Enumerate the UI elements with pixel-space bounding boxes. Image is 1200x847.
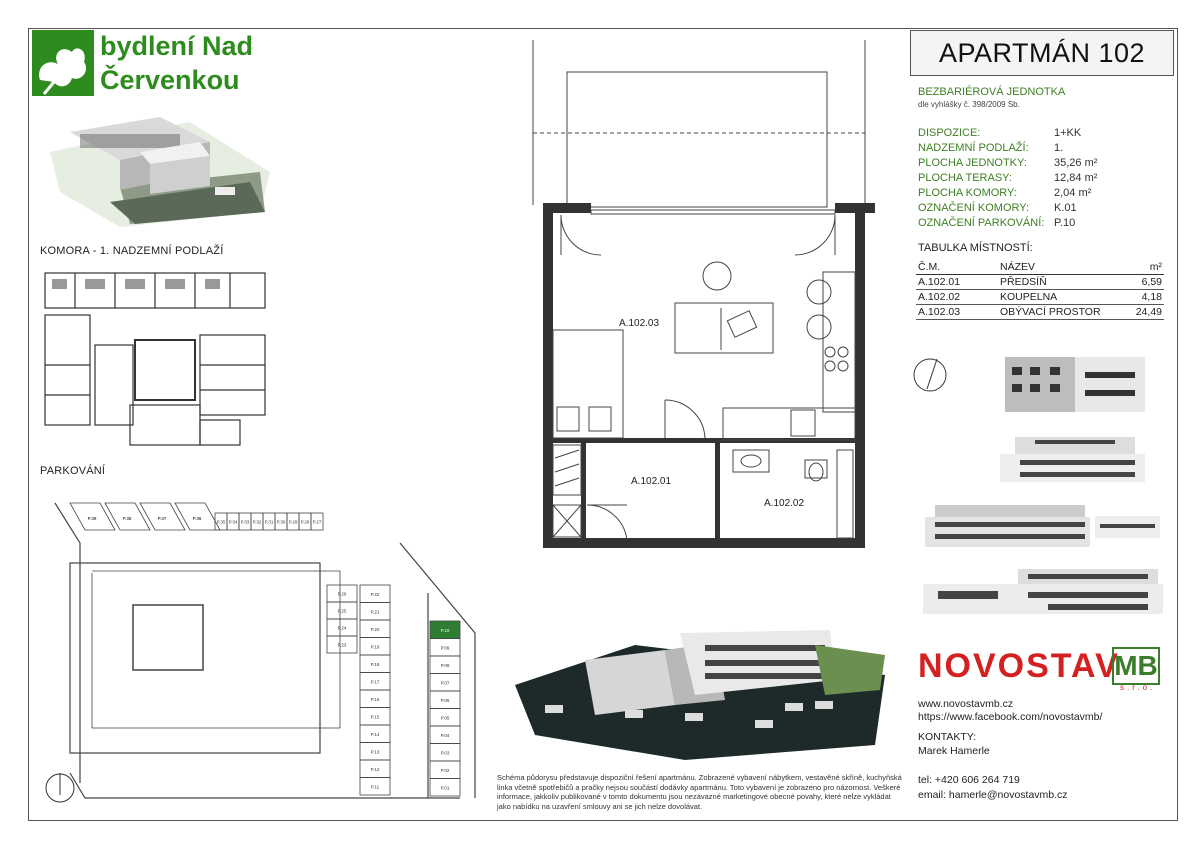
company-logo	[916, 645, 1166, 691]
parking-space-label: P.14	[370, 731, 380, 737]
parking-space-label: P.27	[312, 519, 322, 525]
parking-section-label: PARKOVÁNÍ	[40, 465, 106, 477]
parking-space-label: P.19	[370, 644, 380, 650]
parking-space-label: P.25	[337, 608, 347, 614]
parking-space-label: P.29	[288, 519, 298, 525]
specs-list	[918, 126, 1168, 231]
contact-phone[interactable]: tel: +420 606 264 719	[918, 774, 1020, 786]
spec-row: DISPOZICE: 1+KK	[918, 127, 1082, 139]
parking-space-label: P.26	[337, 591, 347, 597]
parking-space-label: P.01	[440, 785, 450, 791]
aerial-render-large	[515, 625, 895, 760]
parking-space-label: P.05	[440, 715, 450, 721]
parking-mid-column	[360, 585, 390, 795]
parking-left-column	[327, 585, 357, 653]
contact-person: Marek Hamerle	[918, 745, 990, 757]
spec-row: NADZEMNÍ PODLAŽÍ: 1.	[918, 142, 1064, 154]
brand-line-2: Červenkou	[100, 65, 240, 95]
parking-space-label: P.38	[122, 516, 132, 521]
aerial-render-small	[50, 112, 270, 227]
parking-space-label: P.04	[440, 732, 450, 738]
company-web-link[interactable]: www.novostavmb.cz	[918, 698, 1014, 710]
parking-space-label: P.33	[240, 519, 250, 525]
company-name: NOVOSTAV	[918, 647, 1120, 685]
parking-space-label: P.20	[370, 626, 380, 632]
parking-space-label: P.35	[216, 519, 226, 525]
room-label-a10201: A.102.01	[631, 476, 672, 487]
company-badge: MB	[1112, 647, 1160, 685]
brand-logo	[32, 30, 282, 100]
parking-space-label: P.11	[370, 784, 380, 790]
elevation-2	[995, 432, 1145, 487]
apartment-note: dle vyhlášky č. 398/2009 Sb.	[918, 100, 1020, 109]
brand-line-1: bydlení Nad	[100, 31, 254, 61]
spec-row: OZNAČENÍ KOMORY: K.01	[918, 202, 1077, 214]
compass-icon	[910, 355, 950, 395]
parking-site-plan	[40, 493, 480, 813]
parking-space-label: P.31	[264, 519, 274, 525]
contact-email[interactable]: email: hamerle@novostavmb.cz	[918, 789, 1068, 801]
table-row: A.102.02 KOUPELNA 4,18	[918, 291, 1162, 303]
spec-row: PLOCHA KOMORY: 2,04 m²	[918, 187, 1092, 199]
parking-space-label: P.16	[370, 696, 380, 702]
parking-right-column	[430, 621, 460, 796]
apartment-floor-plan	[525, 40, 885, 560]
parking-space-label: P.32	[252, 519, 262, 525]
parking-space-label: P.08	[440, 662, 450, 668]
parking-space-label: P.17	[370, 679, 380, 685]
parking-top-row	[70, 503, 323, 530]
rooms-table-title: TABULKA MÍSTNOSTÍ:	[918, 242, 1033, 254]
parking-space-label: P.03	[440, 750, 450, 756]
parking-space-label: P.36	[192, 516, 202, 521]
room-label-a10202: A.102.02	[764, 498, 805, 509]
parking-space-label: P.34	[228, 519, 238, 525]
parking-space-label: P.10	[440, 627, 450, 633]
parking-space-label: P.39	[87, 516, 97, 521]
parking-space-label: P.09	[440, 645, 450, 651]
spec-row: OZNAČENÍ PARKOVÁNÍ: P.10	[918, 217, 1076, 229]
parking-space-label: P.22	[370, 591, 380, 597]
apartment-title: APARTMÁN 102	[910, 30, 1174, 76]
table-row: A.102.01 PŘEDSÍŇ 6,59	[918, 276, 1162, 288]
spec-row: PLOCHA JEDNOTKY: 35,26 m²	[918, 157, 1098, 169]
disclaimer-text: Schéma půdorysu představuje dispoziční řešení apartmánu. Zobrazené vybavení nábytkem, vestavěné skříně, kuchyňská linka včetně spotřebičů a pračky nejsou součástí dodávky apartmánu. Toto vybavení je zobrazeno pro názornost. Veškeré informace, jakkoliv publikované v tomto dokumentu jsou nezávazné marketingové obecné povahy, které nelze vykládat jako nabídku na uzavření smlouvy ani se jich nelze dovolávat.	[497, 773, 902, 811]
table-row: A.102.03 OBÝVACÍ PROSTOR 24,49	[918, 306, 1162, 318]
parking-space-label: P.07	[440, 680, 450, 686]
parking-space-label: P.30	[276, 519, 286, 525]
elevation-1	[1000, 352, 1150, 414]
elevation-3	[920, 502, 1165, 550]
north-arrow-icon	[46, 773, 74, 802]
company-facebook-link[interactable]: https://www.facebook.com/novostavmb/	[918, 711, 1103, 723]
elevation-4	[918, 566, 1168, 616]
parking-space-label: P.24	[337, 625, 347, 631]
parking-space-label: P.02	[440, 767, 450, 773]
room-label-a10203: A.102.03	[619, 318, 660, 329]
storage-floor-plan	[40, 265, 280, 450]
parking-space-label: P.18	[370, 661, 380, 667]
parking-space-label: P.28	[300, 519, 310, 525]
apartment-subtitle: BEZBARIÉROVÁ JEDNOTKA	[918, 86, 1066, 98]
rooms-table-header: Č.M. NÁZEV m²	[918, 261, 1162, 273]
contacts-title: KONTAKTY:	[918, 731, 977, 743]
parking-space-label: P.15	[370, 714, 380, 720]
storage-section-label: KOMORA - 1. NADZEMNÍ PODLAŽÍ	[40, 245, 224, 257]
company-suffix: s.r.o.	[1120, 683, 1156, 692]
rooms-table	[916, 260, 1164, 320]
parking-space-label: P.23	[337, 642, 347, 648]
parking-space-label: P.06	[440, 697, 450, 703]
parking-space-label: P.13	[370, 749, 380, 755]
spec-row: PLOCHA TERASY: 12,84 m²	[918, 172, 1098, 184]
parking-space-label: P.21	[370, 609, 380, 615]
parking-space-label: P.12	[370, 766, 380, 772]
parking-space-label: P.37	[157, 516, 167, 521]
clover-logo-icon	[32, 30, 94, 96]
